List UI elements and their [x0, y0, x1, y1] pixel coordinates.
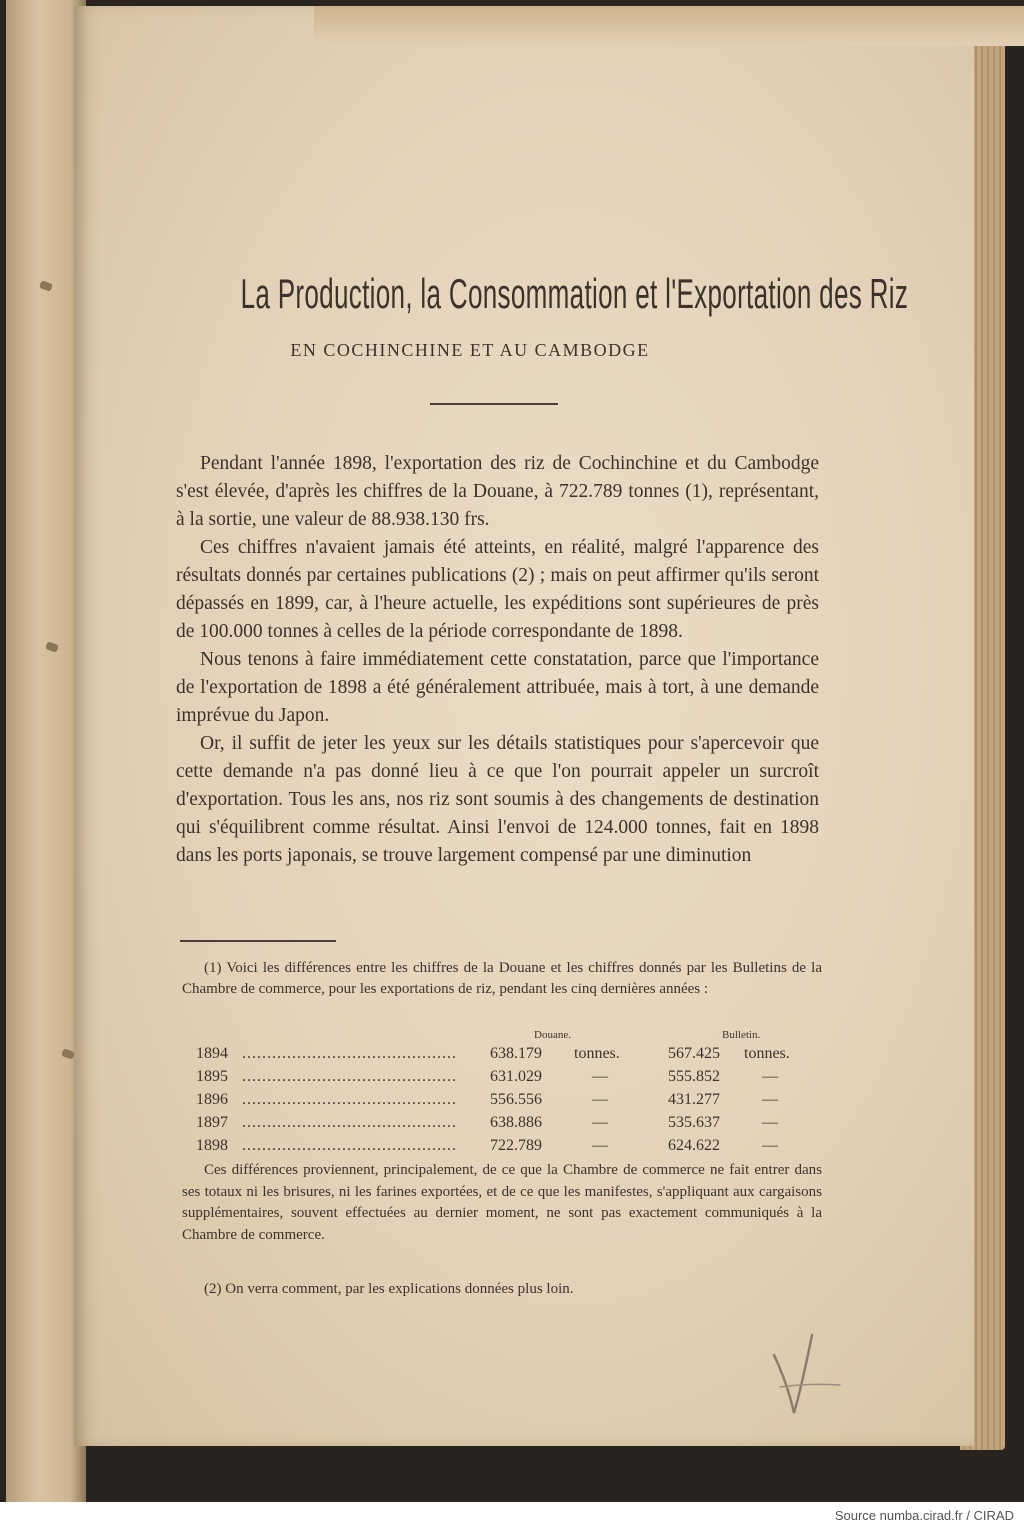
title-divider: [430, 403, 558, 405]
table-row: [196, 1134, 816, 1157]
bulletin-unit: —: [762, 1114, 778, 1131]
pencil-check-mark: [760, 1325, 850, 1420]
bulletin-value: 567.425: [668, 1045, 720, 1062]
year-cell: 1894: [196, 1045, 228, 1062]
year-cell: 1898: [196, 1137, 228, 1154]
footnote-text: (1) Voici les différences entre les chiffres de la Douane et les chiffres donnés par les Bulletins de la Chambre de commerce, pour les exportations de riz, pendant les cinq dernières années :: [182, 960, 822, 997]
leader-dots: ...........................................: [242, 1068, 457, 1085]
column-header-douane: Douane.: [534, 1029, 571, 1041]
douane-value: 556.556: [490, 1091, 542, 1108]
paragraph: Pendant l'année 1898, l'exportation des riz de Cochinchine et du Cambodge s'est élevée, d'après les chiffres de la Douane, à 722.789 tonnes (1), représentant, à la sortie, une valeur de 88.938.130 frs.: [176, 453, 819, 530]
douane-unit: —: [592, 1068, 608, 1085]
bulletin-value: 535.637: [668, 1114, 720, 1131]
douane-value: 638.179: [490, 1045, 542, 1062]
year-cell: 1896: [196, 1091, 228, 1108]
bulletin-value: 555.852: [668, 1068, 720, 1085]
table-row: [196, 1065, 816, 1088]
footnote-1-explanation: [182, 1160, 822, 1246]
page-top-fold: [314, 6, 1024, 46]
bulletin-unit: —: [762, 1091, 778, 1108]
leader-dots: ...........................................: [242, 1091, 457, 1108]
douane-value: 638.886: [490, 1114, 542, 1131]
column-header-bulletin: Bulletin.: [722, 1029, 761, 1041]
footnote-text: Ces différences proviennent, principalement, de ce que la Chambre de commerce ne fait entrer dans ses totaux ni les brisures, ni les farines exportées, et de ce que les manifestes, s'appliquant aux cargaisons supplémentaires, souvent effectuées au dernier moment, ne sont pas exactement communiqués à la Chambre de commerce.: [182, 1162, 822, 1243]
year-cell: 1895: [196, 1068, 228, 1085]
bulletin-unit: —: [762, 1137, 778, 1154]
paragraph: Ces chiffres n'avaient jamais été atteints, en réalité, malgré l'apparence des résultats donnés par certaines publications (2) ; mais on peut affirmer qu'ils seront dépassés en 1899, car, à l'heure actuelle, les expéditions sont supérieures de près de 100.000 tonnes à celles de la période correspondante de 1898.: [176, 537, 819, 642]
year-cell: 1897: [196, 1114, 228, 1131]
table-row: [196, 1088, 816, 1111]
paragraph: Nous tenons à faire immédiatement cette constatation, parce que l'importance de l'exportation de 1898 a été généralement attribuée, mais à tort, à une demande imprévue du Japon.: [176, 649, 819, 726]
douane-value: 631.029: [490, 1068, 542, 1085]
table-row: [196, 1042, 816, 1065]
douane-unit: tonnes.: [574, 1045, 620, 1062]
bulletin-value: 431.277: [668, 1091, 720, 1108]
douane-unit: —: [592, 1114, 608, 1131]
footnote-2: [182, 1279, 822, 1300]
bulletin-unit: tonnes.: [744, 1045, 790, 1062]
leader-dots: ...........................................: [242, 1045, 457, 1062]
article-body: [176, 450, 819, 870]
leader-dots: ...........................................: [242, 1137, 457, 1154]
douane-unit: —: [592, 1137, 608, 1154]
footnote-text: (2) On verra comment, par les explications données plus loin.: [204, 1281, 574, 1297]
bulletin-unit: —: [762, 1068, 778, 1085]
footnote-divider: [180, 940, 336, 942]
paragraph: Or, il suffit de jeter les yeux sur les détails statistiques pour s'apercevoir que cette demande n'a pas donné lieu à ce que l'on pourrait appeler un surcroît d'exportation. Tous les ans, nos riz sont soumis à des changements de destination qui s'équilibrent comme résultat. Ainsi l'envoi de 124.000 tonnes, fait en 1898 dans les ports japonais, se trouve largement compensé par une diminution: [176, 733, 819, 866]
douane-unit: —: [592, 1091, 608, 1108]
article-subtitle: EN COCHINCHINE ET AU CAMBODGE: [290, 340, 650, 360]
bulletin-value: 624.622: [668, 1137, 720, 1154]
source-credit: Source numba.cirad.fr / CIRAD: [834, 1508, 1014, 1523]
footnote-1-intro: [182, 958, 822, 1000]
article-title: La Production, la Consommation et l'Exportation des Riz: [240, 270, 909, 317]
douane-value: 722.789: [490, 1137, 542, 1154]
table-row: [196, 1111, 816, 1134]
leader-dots: ...........................................: [242, 1114, 457, 1131]
